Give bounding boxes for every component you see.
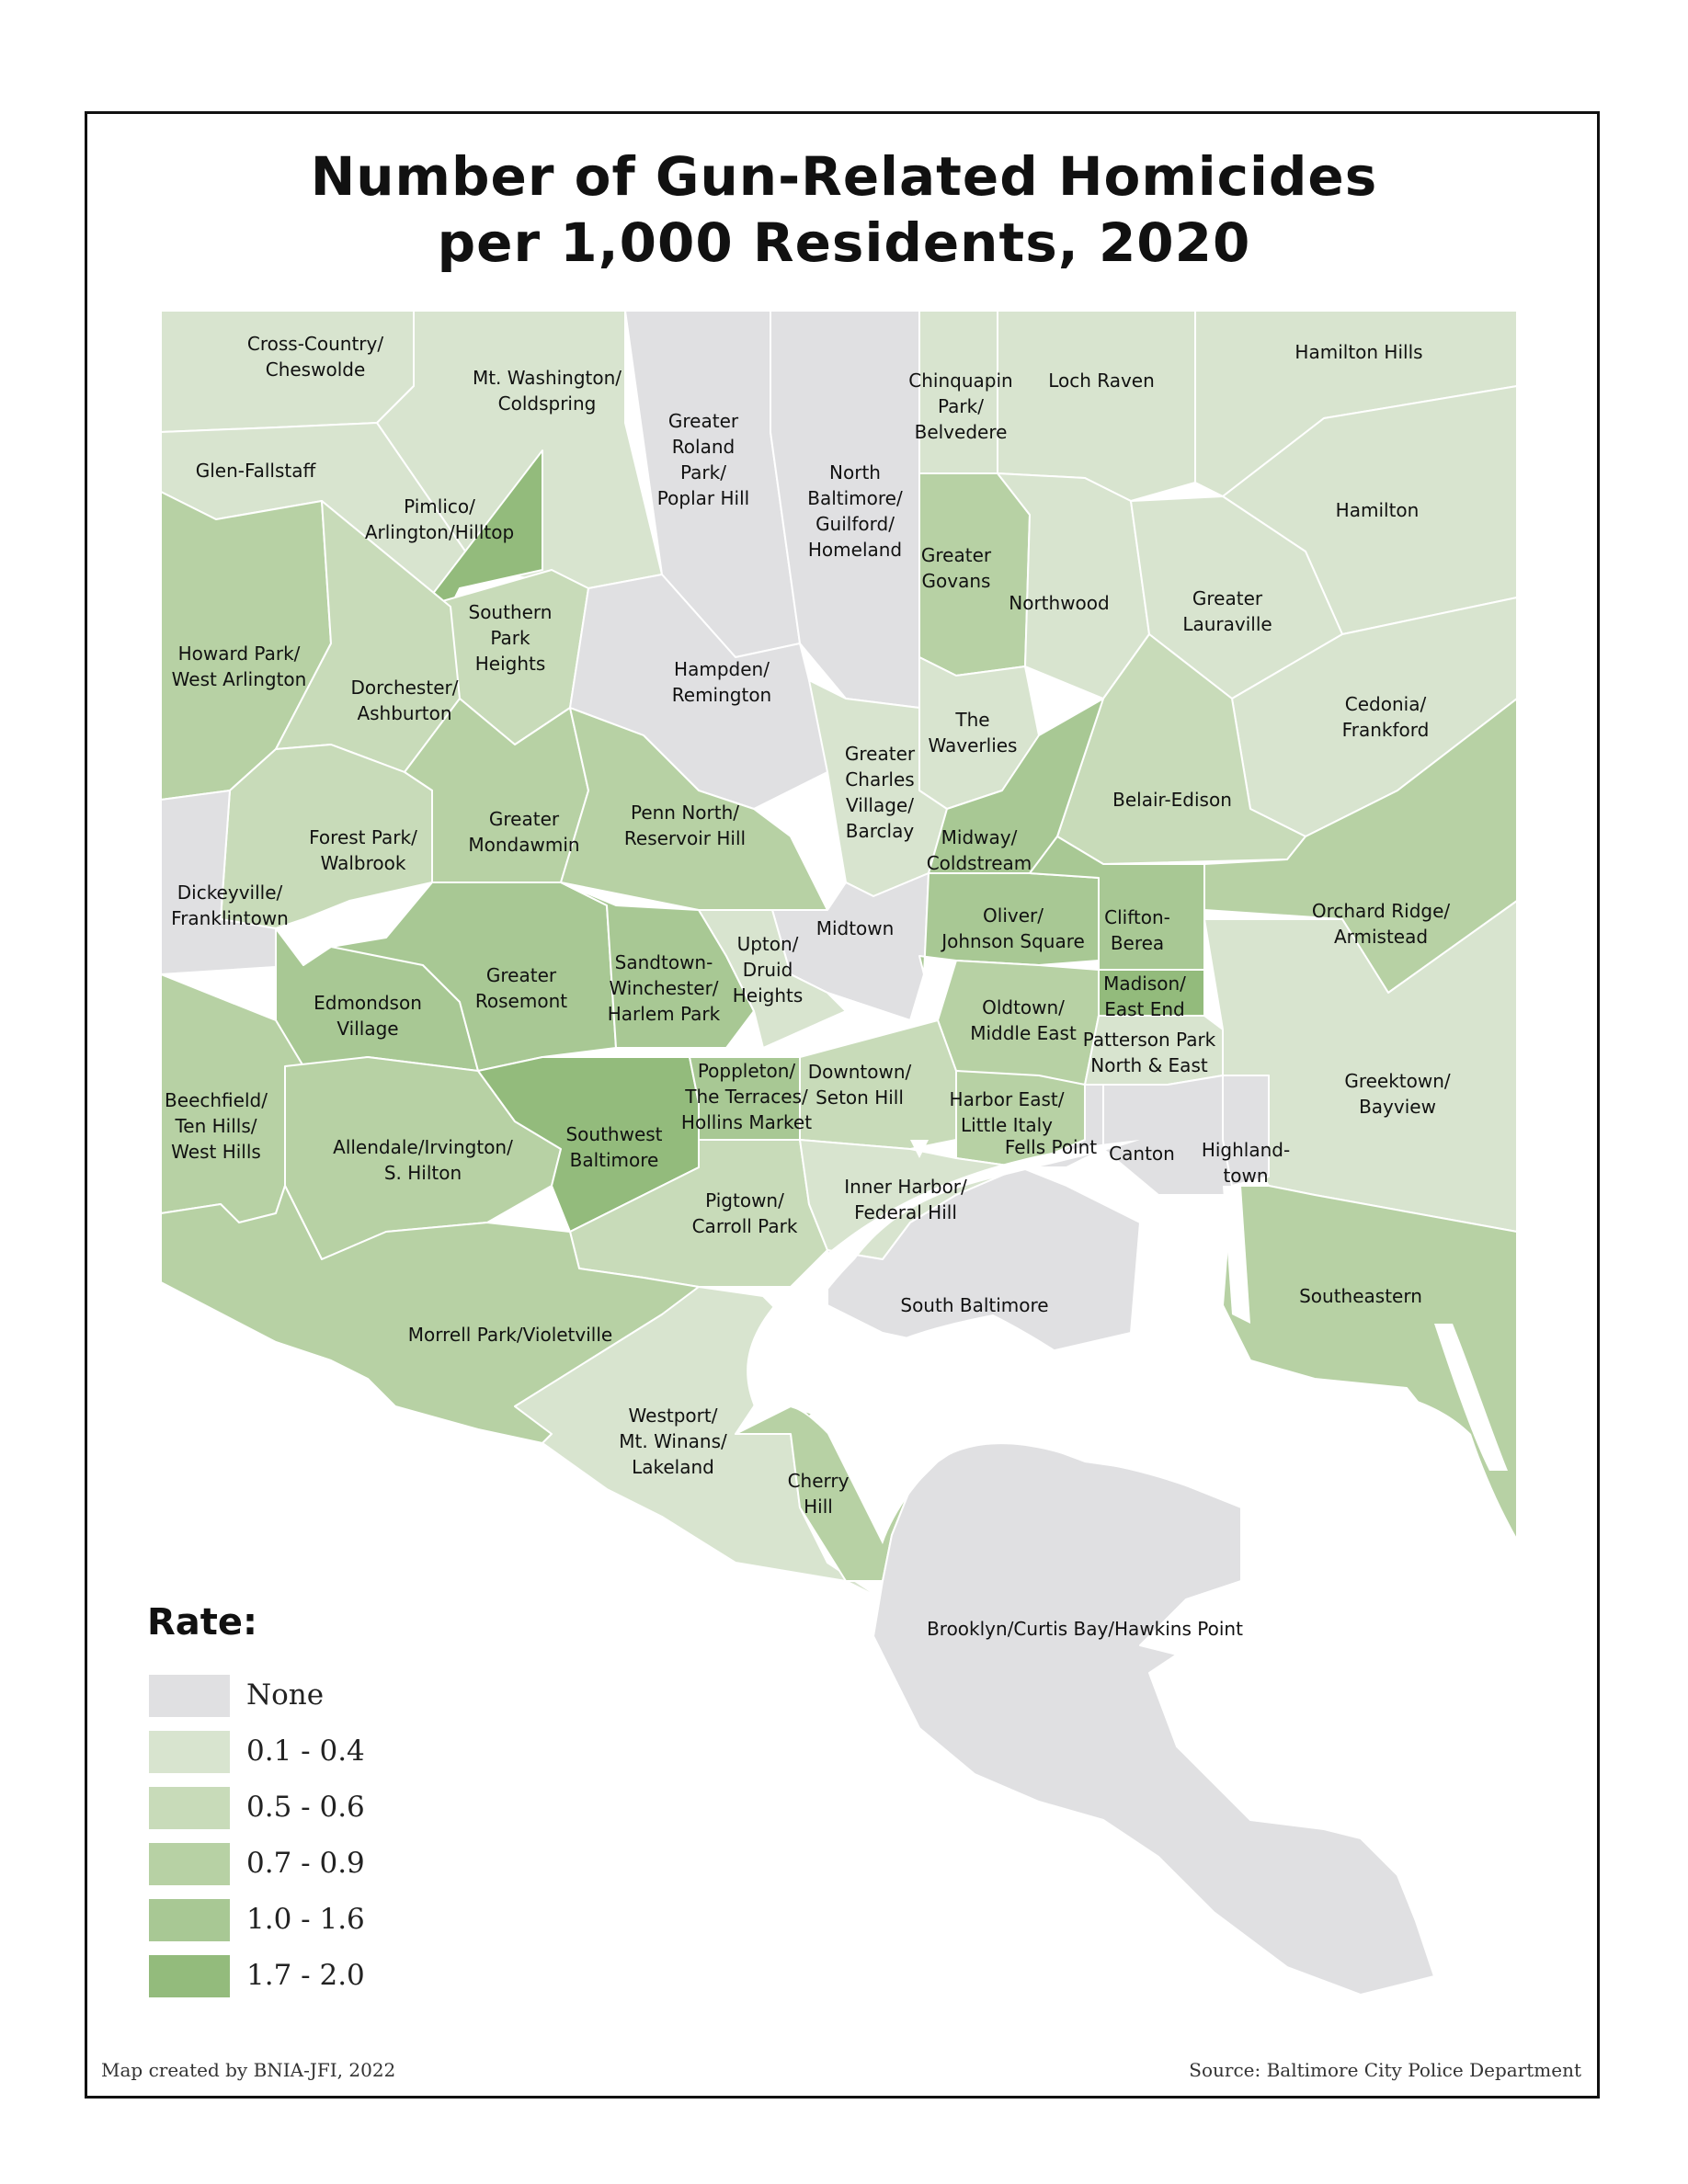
legend-swatch — [149, 1899, 230, 1941]
neighborhood-label-line: Coldstream — [926, 852, 1032, 874]
neighborhood-label-line: Sandtown- — [614, 951, 713, 973]
neighborhood-label-line: Charles — [845, 768, 915, 791]
legend-label: 0.7 - 0.9 — [246, 1847, 365, 1880]
legend-swatch — [149, 1787, 230, 1829]
neighborhood-label — [900, 1294, 1048, 1316]
neighborhood-label-line: Greater — [485, 964, 557, 986]
map-title-line-2: per 1,000 Residents, 2020 — [437, 211, 1251, 274]
neighborhood-label-line: Greater — [920, 544, 992, 566]
neighborhood-label-line: West Hills — [171, 1141, 261, 1163]
neighborhood-label-line: Madison/ — [1103, 973, 1186, 995]
neighborhood-label-line: Lakeland — [632, 1456, 714, 1478]
neighborhood-label-line: Heights — [732, 984, 804, 1007]
neighborhood-label-line: Southwest — [565, 1123, 663, 1145]
neighborhood-downtown-seton-hill — [800, 1020, 956, 1149]
neighborhood-label-line: Orchard Ridge/ — [1311, 900, 1451, 922]
neighborhood-label-line: Poppleton/ — [697, 1060, 796, 1082]
neighborhood-label-line: The — [955, 709, 990, 731]
neighborhood-label-line: Oldtown/ — [982, 996, 1065, 1018]
neighborhood-label-line: Pigtown/ — [705, 1189, 784, 1211]
neighborhood-label-line: Edmondson — [314, 992, 422, 1014]
neighborhood-label-line: Remington — [671, 684, 772, 706]
neighborhood-label-line: Greater — [667, 410, 739, 432]
neighborhood-label-line: Waverlies — [928, 734, 1018, 756]
legend-swatch — [149, 1731, 230, 1773]
neighborhood-label-line: Dorchester/ — [350, 677, 459, 699]
neighborhood-label-line: Belair-Edison — [1112, 789, 1232, 811]
neighborhood-label-line: Cedonia/ — [1344, 693, 1427, 715]
neighborhood-label-line: Coldspring — [497, 392, 597, 415]
neighborhood-label-line: Canton — [1109, 1143, 1175, 1165]
neighborhood-label-line: Roland — [671, 436, 736, 458]
neighborhood-label — [1048, 370, 1155, 392]
neighborhood-label-line: Beechfield/ — [165, 1089, 268, 1111]
neighborhood-label — [608, 951, 721, 1025]
neighborhood-label-line: Greater — [488, 808, 560, 830]
neighborhood-label-line: Midway/ — [941, 826, 1018, 848]
neighborhood-label-line: Harlem Park — [607, 1003, 721, 1025]
neighborhood-label-line: Guilford/ — [815, 513, 895, 535]
neighborhood-label-line: town — [1223, 1165, 1269, 1187]
neighborhood-label-line: Harbor East/ — [949, 1088, 1065, 1110]
neighborhood-label-line: Park/ — [680, 461, 726, 483]
neighborhood-label-line: Glen-Fallstaff — [195, 460, 316, 482]
neighborhood-label-line: Oliver/ — [983, 904, 1044, 927]
neighborhood-label — [1109, 1143, 1175, 1165]
neighborhood-label-line: South Baltimore — [900, 1294, 1049, 1316]
neighborhood-label — [1009, 592, 1109, 614]
neighborhood-label-line: Poplar Hill — [656, 487, 750, 509]
neighborhood-label — [1299, 1285, 1422, 1307]
neighborhood-label-line: Reservoir Hill — [623, 827, 747, 849]
neighborhood-label-line: Barclay — [845, 820, 915, 842]
neighborhood-label-line: Berea — [1110, 932, 1165, 954]
neighborhood-label-line: Cross-Country/ — [246, 333, 384, 355]
neighborhood-label-line: Federal Hill — [854, 1201, 957, 1223]
neighborhood-label-line: Baltimore/ — [807, 487, 903, 509]
neighborhood-canton — [1103, 1075, 1241, 1195]
neighborhood-label-line: Highland- — [1201, 1139, 1291, 1161]
neighborhood-label-line: Loch Raven — [1048, 370, 1155, 392]
neighborhood-label-line: Midtown — [815, 917, 895, 939]
legend-swatch — [149, 1843, 230, 1885]
neighborhood-label-line: Hampden/ — [674, 658, 770, 680]
neighborhood-label-line: West Arlington — [171, 668, 307, 690]
neighborhood-label — [1112, 789, 1232, 811]
neighborhood-label-line: Ashburton — [357, 702, 452, 724]
neighborhood-label-line: Heights — [474, 653, 546, 675]
legend-label: None — [246, 1678, 325, 1712]
neighborhood-label-line: Walbrook — [320, 852, 406, 874]
neighborhood-label-line: S. Hilton — [383, 1162, 462, 1184]
neighborhood-label-line: Arlington/Hilltop — [364, 521, 515, 543]
neighborhood-label-line: North & East — [1090, 1054, 1208, 1076]
neighborhood-label-line: East End — [1104, 998, 1185, 1020]
neighborhood-label — [408, 1324, 612, 1346]
neighborhood-label — [1336, 499, 1420, 521]
neighborhood-label-line: Little Italy — [961, 1114, 1053, 1136]
neighborhood-label-line: Greater — [844, 743, 916, 765]
neighborhood-label — [681, 1060, 812, 1133]
neighborhood-label — [733, 933, 804, 1007]
legend-label: 1.0 - 1.6 — [246, 1903, 365, 1936]
neighborhood-label-line: Clifton- — [1104, 906, 1170, 928]
neighborhood-label-line: Hamilton — [1335, 499, 1420, 521]
neighborhood-loch-raven — [998, 311, 1195, 501]
neighborhood-label — [816, 917, 895, 939]
legend-title: Rate: — [147, 1601, 258, 1644]
neighborhood-label-line: Park — [490, 627, 530, 649]
legend-label: 0.5 - 0.6 — [246, 1791, 365, 1824]
neighborhood-label-line: Inner Harbor/ — [844, 1176, 967, 1198]
neighborhood-label-line: Johnson Square — [941, 930, 1085, 952]
neighborhood-label-line: Cherry — [787, 1470, 850, 1492]
neighborhood-label-line: The Terraces/ — [685, 1086, 808, 1108]
neighborhood-label-line: Brooklyn/Curtis Bay/Hawkins Point — [927, 1618, 1243, 1640]
legend-swatch — [149, 1955, 230, 1997]
neighborhood-label-line: Mt. Washington/ — [472, 367, 622, 389]
neighborhood-label-line: Westport/ — [628, 1405, 718, 1427]
neighborhood-label-line: Greektown/ — [1344, 1070, 1451, 1092]
neighborhood-label-line: Lauraville — [1182, 613, 1272, 635]
neighborhood-label-line: Morrell Park/Violetville — [407, 1324, 613, 1346]
legend-label: 0.1 - 0.4 — [246, 1735, 365, 1768]
map-title-line-1: Number of Gun-Related Homicides — [310, 145, 1378, 208]
neighborhood-chinquapin-park-belvedere — [919, 311, 998, 473]
neighborhood-label-line: Bayview — [1359, 1096, 1436, 1118]
neighborhood-label-line: Northwood — [1009, 592, 1110, 614]
neighborhood-label-line: Downtown/ — [807, 1061, 912, 1083]
neighborhood-label-line: Forest Park/ — [309, 826, 417, 848]
neighborhood-label-line: Seton Hill — [815, 1086, 904, 1109]
neighborhood-label-line: Franklintown — [171, 907, 289, 929]
neighborhood-label — [1005, 1136, 1097, 1158]
neighborhood-label-line: Upton/ — [736, 933, 799, 955]
neighborhood-label-line: Hamilton Hills — [1295, 341, 1423, 363]
neighborhood-label — [196, 460, 317, 482]
neighborhood-label-line: North — [829, 461, 881, 483]
neighborhood-label-line: Rosemont — [474, 990, 568, 1012]
credit-left: Map created by BNIA-JFI, 2022 — [101, 2059, 396, 2081]
credit-right: Source: Baltimore City Police Department — [1189, 2059, 1581, 2081]
neighborhood-label-line: Greater — [1192, 587, 1263, 609]
neighborhood-label — [619, 1405, 727, 1478]
neighborhood-label — [1295, 341, 1422, 363]
neighborhood-label-line: Pimlico/ — [404, 495, 475, 518]
legend-label: 1.7 - 2.0 — [246, 1959, 365, 1992]
neighborhood-label-line: Belvedere — [914, 421, 1008, 443]
legend-swatch — [149, 1675, 230, 1717]
neighborhood-label-line: Winchester/ — [609, 977, 719, 999]
neighborhood-label-line: Carroll Park — [691, 1215, 798, 1237]
neighborhood-label-line: Southern — [468, 601, 553, 623]
neighborhood-label-line: Druid — [742, 959, 793, 981]
neighborhood-label-line: Middle East — [970, 1022, 1077, 1044]
neighborhood-label-line: Frankford — [1341, 719, 1430, 741]
neighborhood-label-line: Fells Point — [1004, 1136, 1098, 1158]
neighborhood-label-line: Govans — [921, 570, 991, 592]
neighborhood-label — [165, 1089, 268, 1163]
neighborhood-label-line: Howard Park/ — [177, 643, 301, 665]
neighborhood-label-line: Mondawmin — [468, 834, 580, 856]
neighborhood-label-line: Hollins Market — [680, 1111, 813, 1133]
neighborhood-label-line: Dickeyville/ — [177, 882, 283, 904]
neighborhood-label-line: Village/ — [846, 794, 914, 816]
neighborhood-label — [927, 1618, 1243, 1640]
neighborhood-label-line: Village — [336, 1018, 399, 1040]
neighborhood-label-line: Homeland — [807, 539, 903, 561]
neighborhood-label-line: Park/ — [938, 395, 984, 417]
neighborhood-label-line: Southeastern — [1299, 1285, 1422, 1307]
neighborhood-label-line: Patterson Park — [1082, 1029, 1216, 1051]
neighborhood-label-line: Hill — [804, 1496, 833, 1518]
neighborhood-label-line: Cheswolde — [265, 358, 366, 381]
neighborhood-label-line: Baltimore — [569, 1149, 659, 1171]
neighborhood-label-line: Mt. Winans/ — [619, 1430, 727, 1452]
neighborhood-label-line: Chinquapin — [908, 370, 1013, 392]
neighborhood-label-line: Armistead — [1333, 926, 1429, 948]
neighborhood-label-line: Ten Hills/ — [175, 1115, 257, 1137]
neighborhood-label-line: Allendale/Irvington/ — [333, 1136, 513, 1158]
neighborhood-label-line: Penn North/ — [630, 802, 740, 824]
